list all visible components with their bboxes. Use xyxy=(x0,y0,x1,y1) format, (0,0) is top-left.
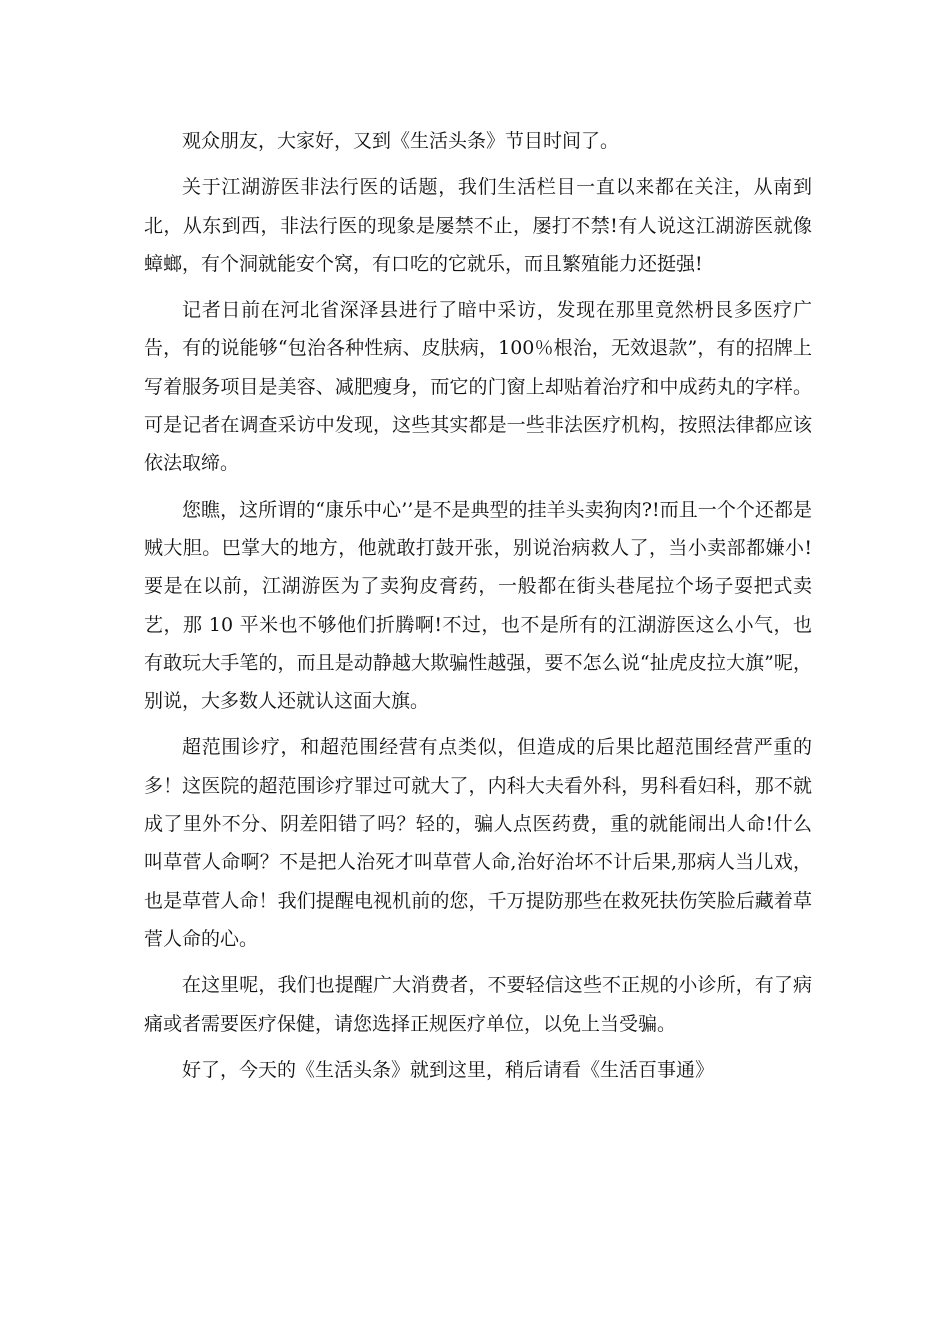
document-body xyxy=(144,122,812,1097)
paragraph-kangle-center: 您瞧，这所谓的“康乐中心’’是不是典型的挂羊头卖狗肉?!而且一个个还都是贼大胆。巴掌大的地方，他就敢打鼓开张，别说治病救人了，当小卖部都嫌小!要是在以前，江湖游医为了卖狗皮膏药，一般都在街头巷尾拉个场子耍把式卖艺，那 10 平米也不够他们折腾啊!不过，也不是所有的江湖游医这么小气，也有敢玩大手笔的，而且是动静越大欺骗性越强，要不怎么说“扯虎皮拉大旗”呢，别说，大多数人还就认这面大旗。 xyxy=(144,498,812,713)
paragraph-out-of-scope-treatment: 超范围诊疗，和超范围经营有点类似，但造成的后果比超范围经营严重的多！这医院的超范围诊疗罪过可就大了，内科大夫看外科，男科看妇科，那不就成了里外不分、阴差阳错了吗？轻的，骗人点医药费，重的就能闹出人命!什么叫草菅人命啊？不是把人治死才叫草菅人命,治好治坏不计后果,那病人当儿戏，也是草菅人命！我们提醒电视机前的您，千万提防那些在救死扶伤笑脸后藏着草菅人命的心。 xyxy=(144,736,812,950)
paragraph-reporter-investigation: 记者日前在河北省深泽县进行了暗中采访，发现在那里竟然枬艮多医疗广告，有的说能够“包治各种性病、皮肤病，100％根治，无效退款”，有的招牌上写着服务项目是美容、减肥瘦身，而它的门窗上却贴着治疗和中成药丸的字样。可是记者在调查采访中发现，这些其实都是一些非法医疗机构，按照法律都应该依法取缔。 xyxy=(144,299,812,475)
paragraph-closing: 好了，今天的《生活头条》就到这里，稍后请看《生活百事通》 xyxy=(182,1058,715,1081)
paragraph-greeting: 观众朋友，大家好，又到《生活头条》节目时间了。 xyxy=(182,130,620,152)
paragraph-consumer-reminder: 在这里呢，我们也提醒广大消费者，不要轻信这些不正规的小诊所，有了病痛或者需要医疗保健，请您选择正规医疗单位，以免上当受骗。 xyxy=(144,974,812,1035)
paragraph-topic-intro: 关于江湖游医非法行医的话题，我们生活栏目一直以来都在关注，从南到北，从东到西，非法行医的现象是屡禁不止，屡打不禁!有人说这江湖游医就像蟑螂，有个洞就能安个窝，有口吃的它就乐，而且繁殖能力还挺强! xyxy=(144,176,812,275)
